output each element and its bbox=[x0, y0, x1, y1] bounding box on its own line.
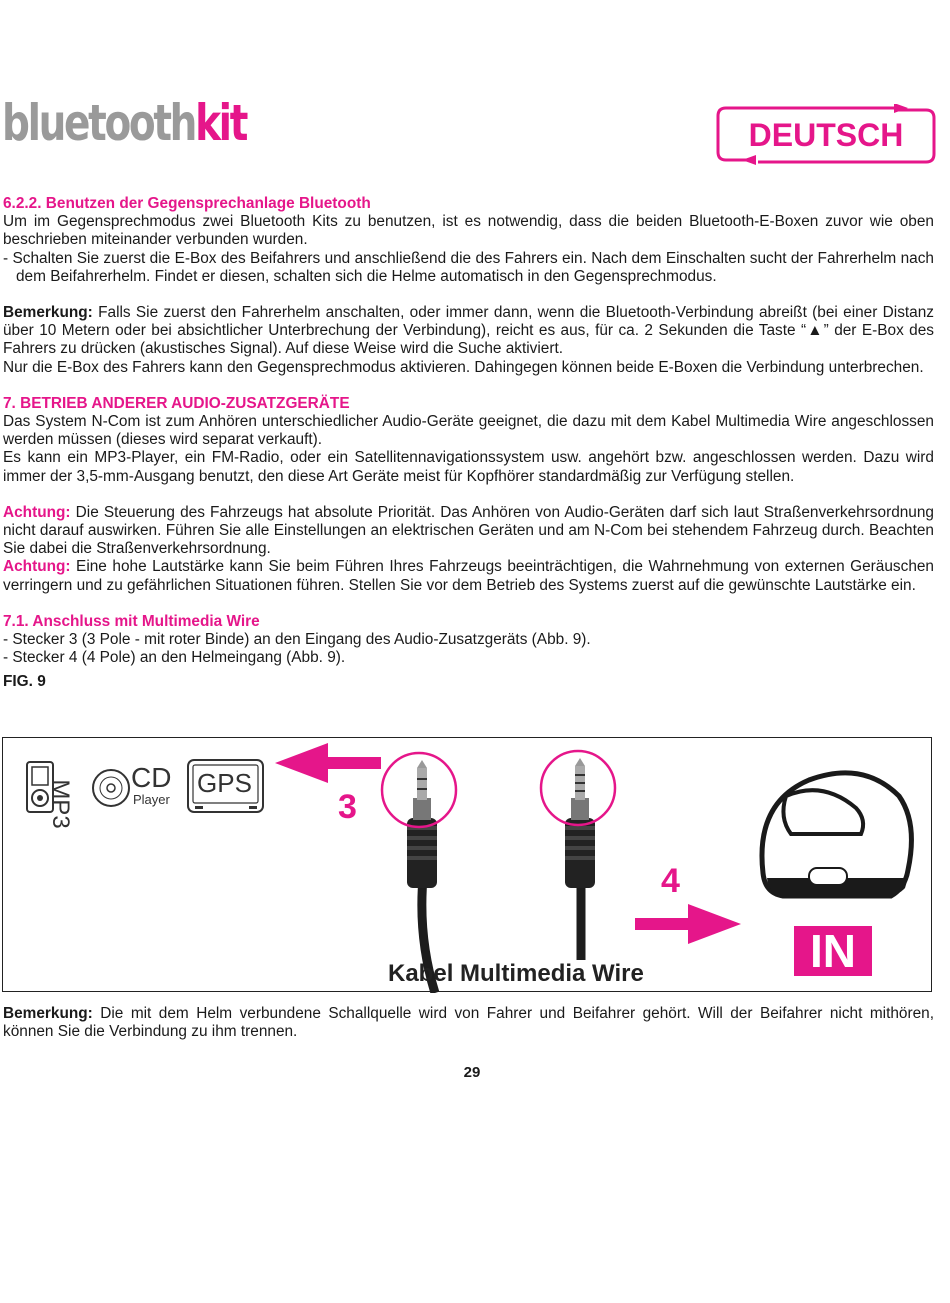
cd-label: CD bbox=[131, 762, 172, 793]
jack-plug-4 bbox=[541, 751, 615, 960]
figure-label: FIG. 9 bbox=[3, 673, 46, 691]
arrow-left-icon bbox=[275, 743, 381, 783]
paragraph-622-2: Nur die E-Box des Fahrers kann den Gegensprechmodus aktivieren. Dahingegen können beide E-Boxen die Verbindung unterbrechen. bbox=[3, 358, 924, 376]
bluetoothkit-logo bbox=[2, 94, 247, 152]
heading-71: 7.1. Anschluss mit Multimedia Wire bbox=[3, 612, 260, 630]
helmet-icon bbox=[762, 773, 911, 898]
language-badge bbox=[716, 104, 936, 166]
plug-number-4: 4 bbox=[661, 862, 680, 900]
cd-icon bbox=[93, 770, 129, 806]
warning-7-1-label: Achtung: bbox=[3, 503, 71, 521]
warning-7-1 bbox=[3, 504, 934, 559]
mp3-label: MP3 bbox=[47, 779, 74, 829]
heading-622: 6.2.2. Benutzen der Gegensprechanlage Bluetooth bbox=[3, 195, 371, 212]
warning-7-2-text: Eine hohe Lautstärke kann Sie beim Führen Ihres Fahrzeugs beeinträchtigen, die Wahrnehmung von externen Geräuschen verringern und zu gefährlichen Situationen führen. Stellen Sie vor dem Betrieb des Systems zuerst auf die gewünschte Lautstärke ein. bbox=[3, 558, 934, 594]
footer-note-label: Bemerkung: bbox=[3, 1005, 93, 1022]
bullet-71-2: - Stecker 4 (4 Pole) an den Helmeingang (Abb. 9). bbox=[3, 649, 346, 667]
logo-bluetooth: bluetooth bbox=[2, 94, 196, 152]
note-622 bbox=[3, 304, 934, 359]
footer-note-text: Die mit dem Helm verbundene Schallquelle wird von Fahrer und Beifahrer gehört. Will der Beifahrer nicht mithören, können Sie die Verbindung zu ihm trennen. bbox=[3, 1005, 934, 1041]
language-badge-frame bbox=[716, 104, 936, 166]
page-number: 29 bbox=[463, 1064, 481, 1081]
paragraph-7-2: Es kann ein MP3-Player, ein FM-Radio, oder ein Satellitennavigationssystem usw. angehört bzw. angeschlossen werden. Dazu wird immer der 3,5-mm-Ausgang benutzt, den diese Art Geräte meist für Kopfhörer standardmäßig zur Verfügung stellen. bbox=[3, 449, 934, 485]
footer-note bbox=[3, 1005, 934, 1041]
warning-7-2 bbox=[3, 558, 934, 594]
bullet-71-1: - Stecker 3 (3 Pole - mit roter Binde) an den Eingang des Audio-Zusatzgeräts (Abb. 9). bbox=[3, 631, 591, 649]
in-label: IN bbox=[794, 926, 872, 976]
paragraph-622-1: Um im Gegensprechmodus zwei Bluetooth Kits zu benutzen, ist es notwendig, dass die beiden Bluetooth-E-Boxen zuvor wie oben beschrieben miteinander verbunden wurden. bbox=[3, 213, 934, 249]
arrow-right-icon bbox=[635, 904, 741, 944]
note-622-label: Bemerkung: bbox=[3, 304, 93, 322]
plug-number-3: 3 bbox=[338, 788, 357, 826]
figure-caption: Kabel Multimedia Wire bbox=[388, 960, 644, 987]
jack-plug-3 bbox=[382, 753, 456, 993]
bullet-622-1: - Schalten Sie zuerst die E-Box des Beifahrers und anschließend die des Fahrers ein. Nach dem Einschalten sucht der Fahrerhelm nach dem Beifahrerhelm. Findet er diesen, schalten sich die Helme automatisch in den Gegensprechmodus. bbox=[3, 249, 934, 285]
note-622-text: Falls Sie zuerst den Fahrerhelm anschalten, oder immer dann, wenn die Bluetooth-Verbindung abreißt (bei einer Distanz über 10 Metern oder bei absichtlicher Unterbrechung der Verbindung), reicht es aus, für ca. 2 Sekunden die Taste “▲” der E-Box des Fahrers zu drücken (akustisches Signal). Auf diese Weise wird die Suche aktiviert. bbox=[3, 304, 934, 358]
warning-7-1-text: Die Steuerung des Fahrzeugs hat absolute Priorität. Das Anhören von Audio-Geräten darf sich laut Straßenverkehrsordnung nicht darauf auswirken. Führen Sie alle Einstellungen an elektrischen Geräten und am N-Com bei stehendem Fahrzeug durch. Beachten Sie dabei die Straßenverkehrsordnung. bbox=[3, 503, 934, 558]
paragraph-7-1: Das System N-Com ist zum Anhören unterschiedlicher Audio-Geräte geeignet, die dazu mit dem Kabel Multimedia Wire angeschlossen werden müssen (dieses wird separat verkauft). bbox=[3, 413, 934, 449]
logo-kit: kit bbox=[195, 94, 247, 152]
text-column bbox=[3, 195, 934, 692]
language-label: DEUTSCH bbox=[748, 117, 904, 153]
heading-7: 7. BETRIEB ANDERER AUDIO-ZUSATZGERÄTE bbox=[3, 394, 350, 412]
gps-label: GPS bbox=[197, 768, 252, 798]
cd-player-label: Player bbox=[133, 792, 170, 807]
warning-7-2-label: Achtung: bbox=[3, 558, 71, 576]
